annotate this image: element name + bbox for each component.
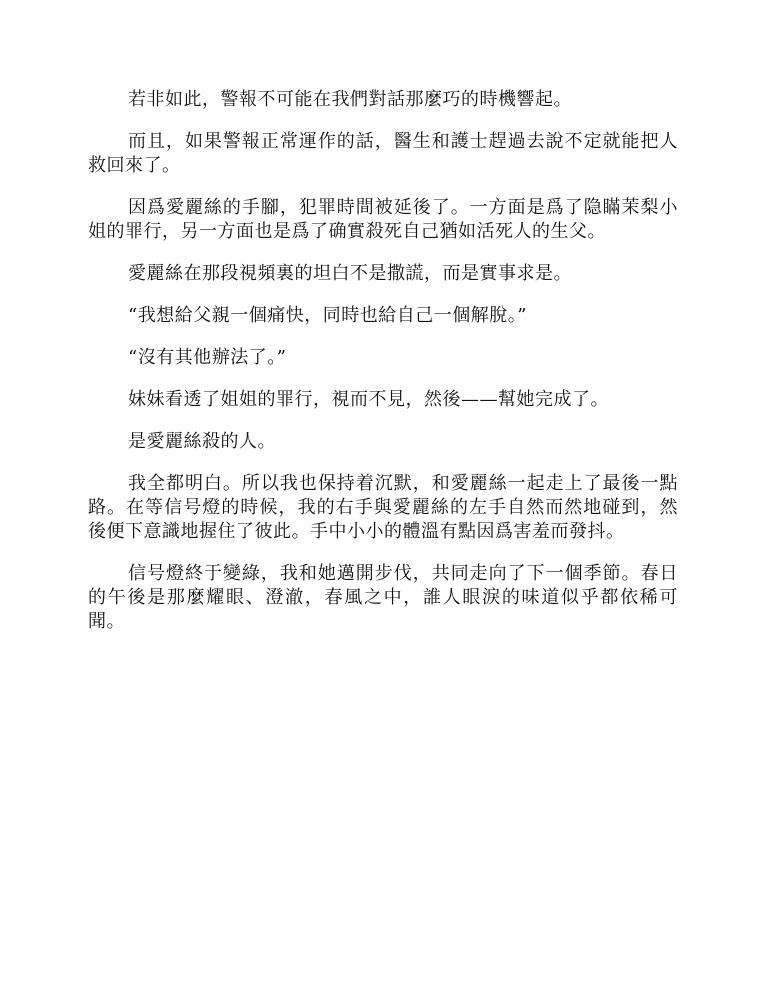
paragraph-10: 信号燈終于變綠，我和她邁開步伐，共同走向了下一個季節。春日的午後是那麼耀眼、澄澈，春風之中，誰人眼淚的味道似乎都依稀可聞。 — [88, 563, 678, 632]
paragraph-7: 妹妹看透了姐姐的罪行，視而不見，然後——幫她完成了。 — [128, 389, 609, 410]
paragraph-8: 是愛麗絲殺的人。 — [128, 431, 276, 452]
paragraph-9: 我全都明白。所以我也保持着沉默，和愛麗絲一起走上了最後一點路。在等信号燈的時候，我的右手與愛麗絲的左手自然而然地碰到，然後便下意識地握住了彼此。手中小小的體溫有點因爲害羞而發抖。 — [88, 473, 678, 542]
paragraph-3: 因爲愛麗絲的手腳，犯罪時間被延後了。一方面是爲了隐瞞茉梨小姐的罪行，另一方面也是爲了确實殺死自己猶如活死人的生父。 — [88, 197, 678, 242]
paragraph-6: “沒有其他辦法了。” — [128, 347, 287, 368]
paragraph-2: 而且，如果警報正常運作的話，醫生和護士趕過去說不定就能把人救回來了。 — [88, 131, 678, 176]
paragraph-4: 愛麗絲在那段視頻裏的坦白不是撒謊，而是實事求是。 — [128, 263, 572, 284]
paragraph-1: 若非如此，警報不可能在我們對話那麼巧的時機響起。 — [128, 89, 572, 110]
document-page — [88, 88, 678, 652]
paragraph-5: “我想給父親一個痛快，同時也給自己一個解脫。” — [128, 305, 527, 326]
